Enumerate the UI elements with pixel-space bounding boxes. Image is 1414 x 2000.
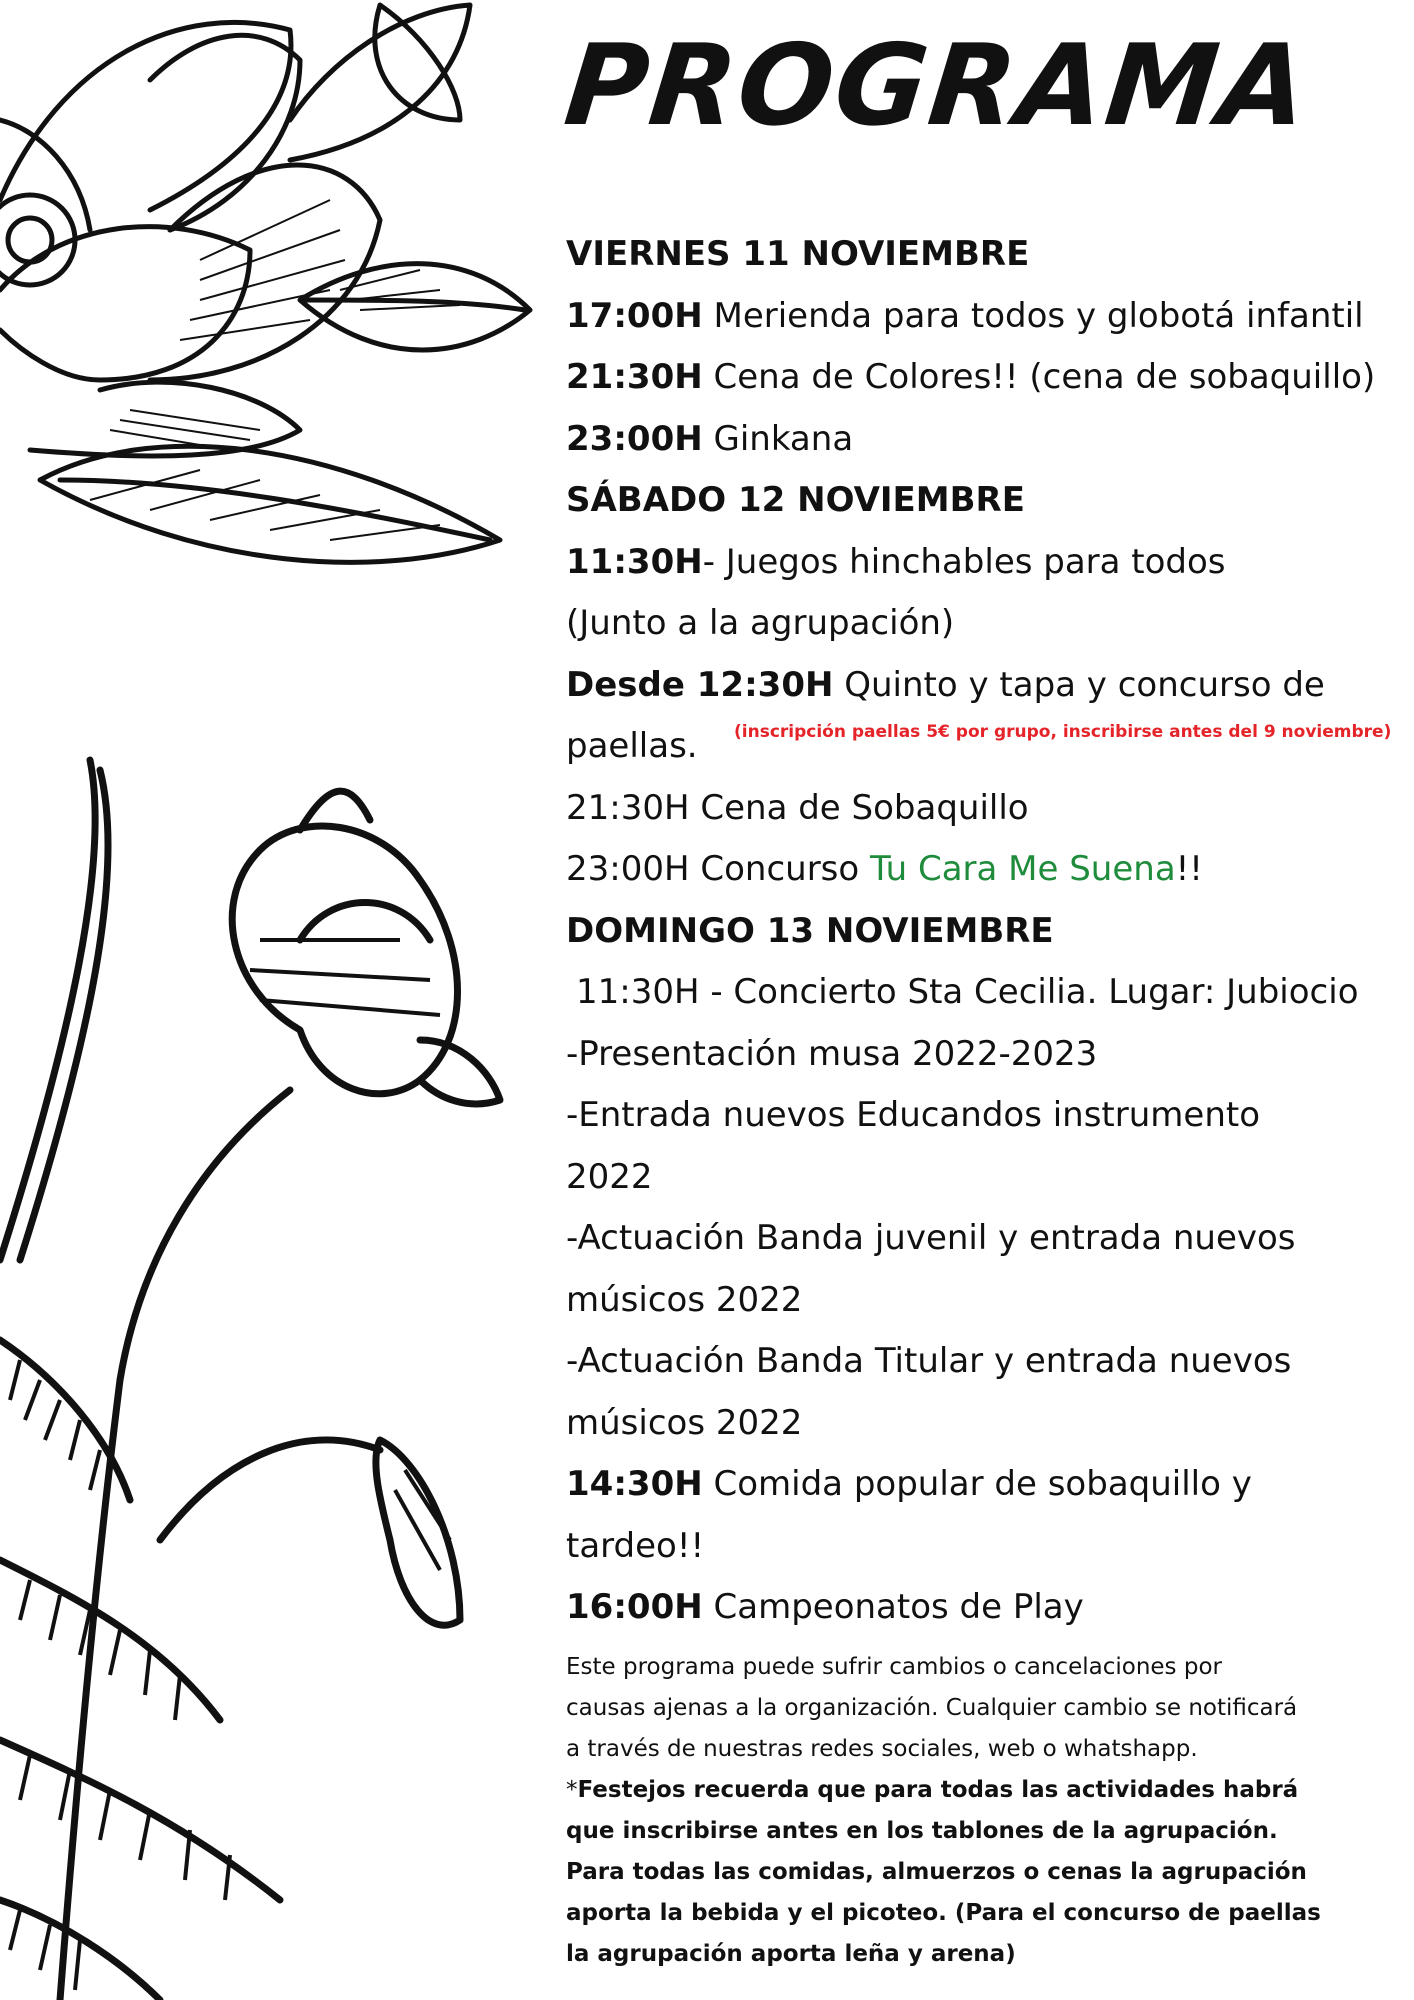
disclaimer <box>566 1647 1386 1770</box>
sunday-heading: DOMINGO 13 NOVIEMBRE <box>566 910 1054 951</box>
magnolia-illustration <box>0 0 540 580</box>
tulip-illustration <box>0 740 540 2000</box>
disclaimer-line: a través de nuestras redes sociales, web o whatshapp. <box>566 1735 1198 1762</box>
sunday-line: músicos 2022 <box>566 1402 803 1443</box>
saturday-item: 11:30H- Juegos hinchables para todos <box>566 541 1226 582</box>
saturday-item-cont: paellas. <box>566 726 698 766</box>
friday-item: 17:00H Merienda para todos y globotá infantil <box>566 295 1364 336</box>
saturday-item: Desde 12:30H Quinto y tapa y concurso de <box>566 664 1325 705</box>
festejos-note <box>566 1770 1386 1975</box>
festejos-line: la agrupación aporta leña y arena) <box>566 1940 1016 1967</box>
festejos-line: *Festejos recuerda que para todas las actividades habrá <box>566 1776 1299 1803</box>
saturday-item-cont: (Junto a la agrupación) <box>566 603 955 643</box>
friday-item: 21:30H Cena de Colores!! (cena de sobaquillo) <box>566 357 1376 397</box>
highlight-text: Tu Cara Me Suena <box>870 849 1176 889</box>
friday-heading: VIERNES 11 NOVIEMBRE <box>566 234 1030 274</box>
sunday-line: -Actuación Banda juvenil y entrada nuevos <box>566 1218 1296 1258</box>
festejos-line: aporta la bebida y el picoteo. (Para el concurso de paellas <box>566 1899 1321 1926</box>
friday-item: 23:00H Ginkana <box>566 418 854 459</box>
saturday-item: 23:00H Concurso Tu Cara Me Suena!! <box>566 849 1203 889</box>
sunday-line: -Actuación Banda Titular y entrada nuevos <box>566 1341 1292 1381</box>
festejos-line: que inscribirse antes en los tablones de la agrupación. <box>566 1817 1278 1844</box>
saturday-heading: SÁBADO 12 NOVIEMBRE <box>566 480 1025 520</box>
sunday-line: 2022 <box>566 1156 653 1197</box>
sunday-line: -Presentación musa 2022-2023 <box>566 1033 1098 1074</box>
program-content <box>566 224 1386 1975</box>
sunday-line: músicos 2022 <box>566 1279 803 1320</box>
page-title: PROGRAMA <box>559 21 1316 151</box>
sunday-item: 14:30H Comida popular de sobaquillo y <box>566 1464 1252 1504</box>
disclaimer-line: Este programa puede sufrir cambios o cancelaciones por <box>566 1653 1222 1680</box>
paella-inscription-note: (inscripción paellas 5€ por grupo, inscribirse antes del 9 noviembre) <box>734 722 1392 742</box>
sunday-item: 16:00H Campeonatos de Play <box>566 1587 1084 1627</box>
sunday-item-cont: tardeo!! <box>566 1525 705 1566</box>
disclaimer-line: causas ajenas a la organización. Cualquier cambio se notificará <box>566 1694 1298 1721</box>
festejos-line: Para todas las comidas, almuerzos o cenas la agrupación <box>566 1858 1307 1885</box>
saturday-item: 21:30H Cena de Sobaquillo <box>566 787 1029 828</box>
sunday-line: 11:30H - Concierto Sta Cecilia. Lugar: Jubiocio <box>576 972 1359 1012</box>
sunday-line: -Entrada nuevos Educandos instrumento <box>566 1095 1261 1135</box>
